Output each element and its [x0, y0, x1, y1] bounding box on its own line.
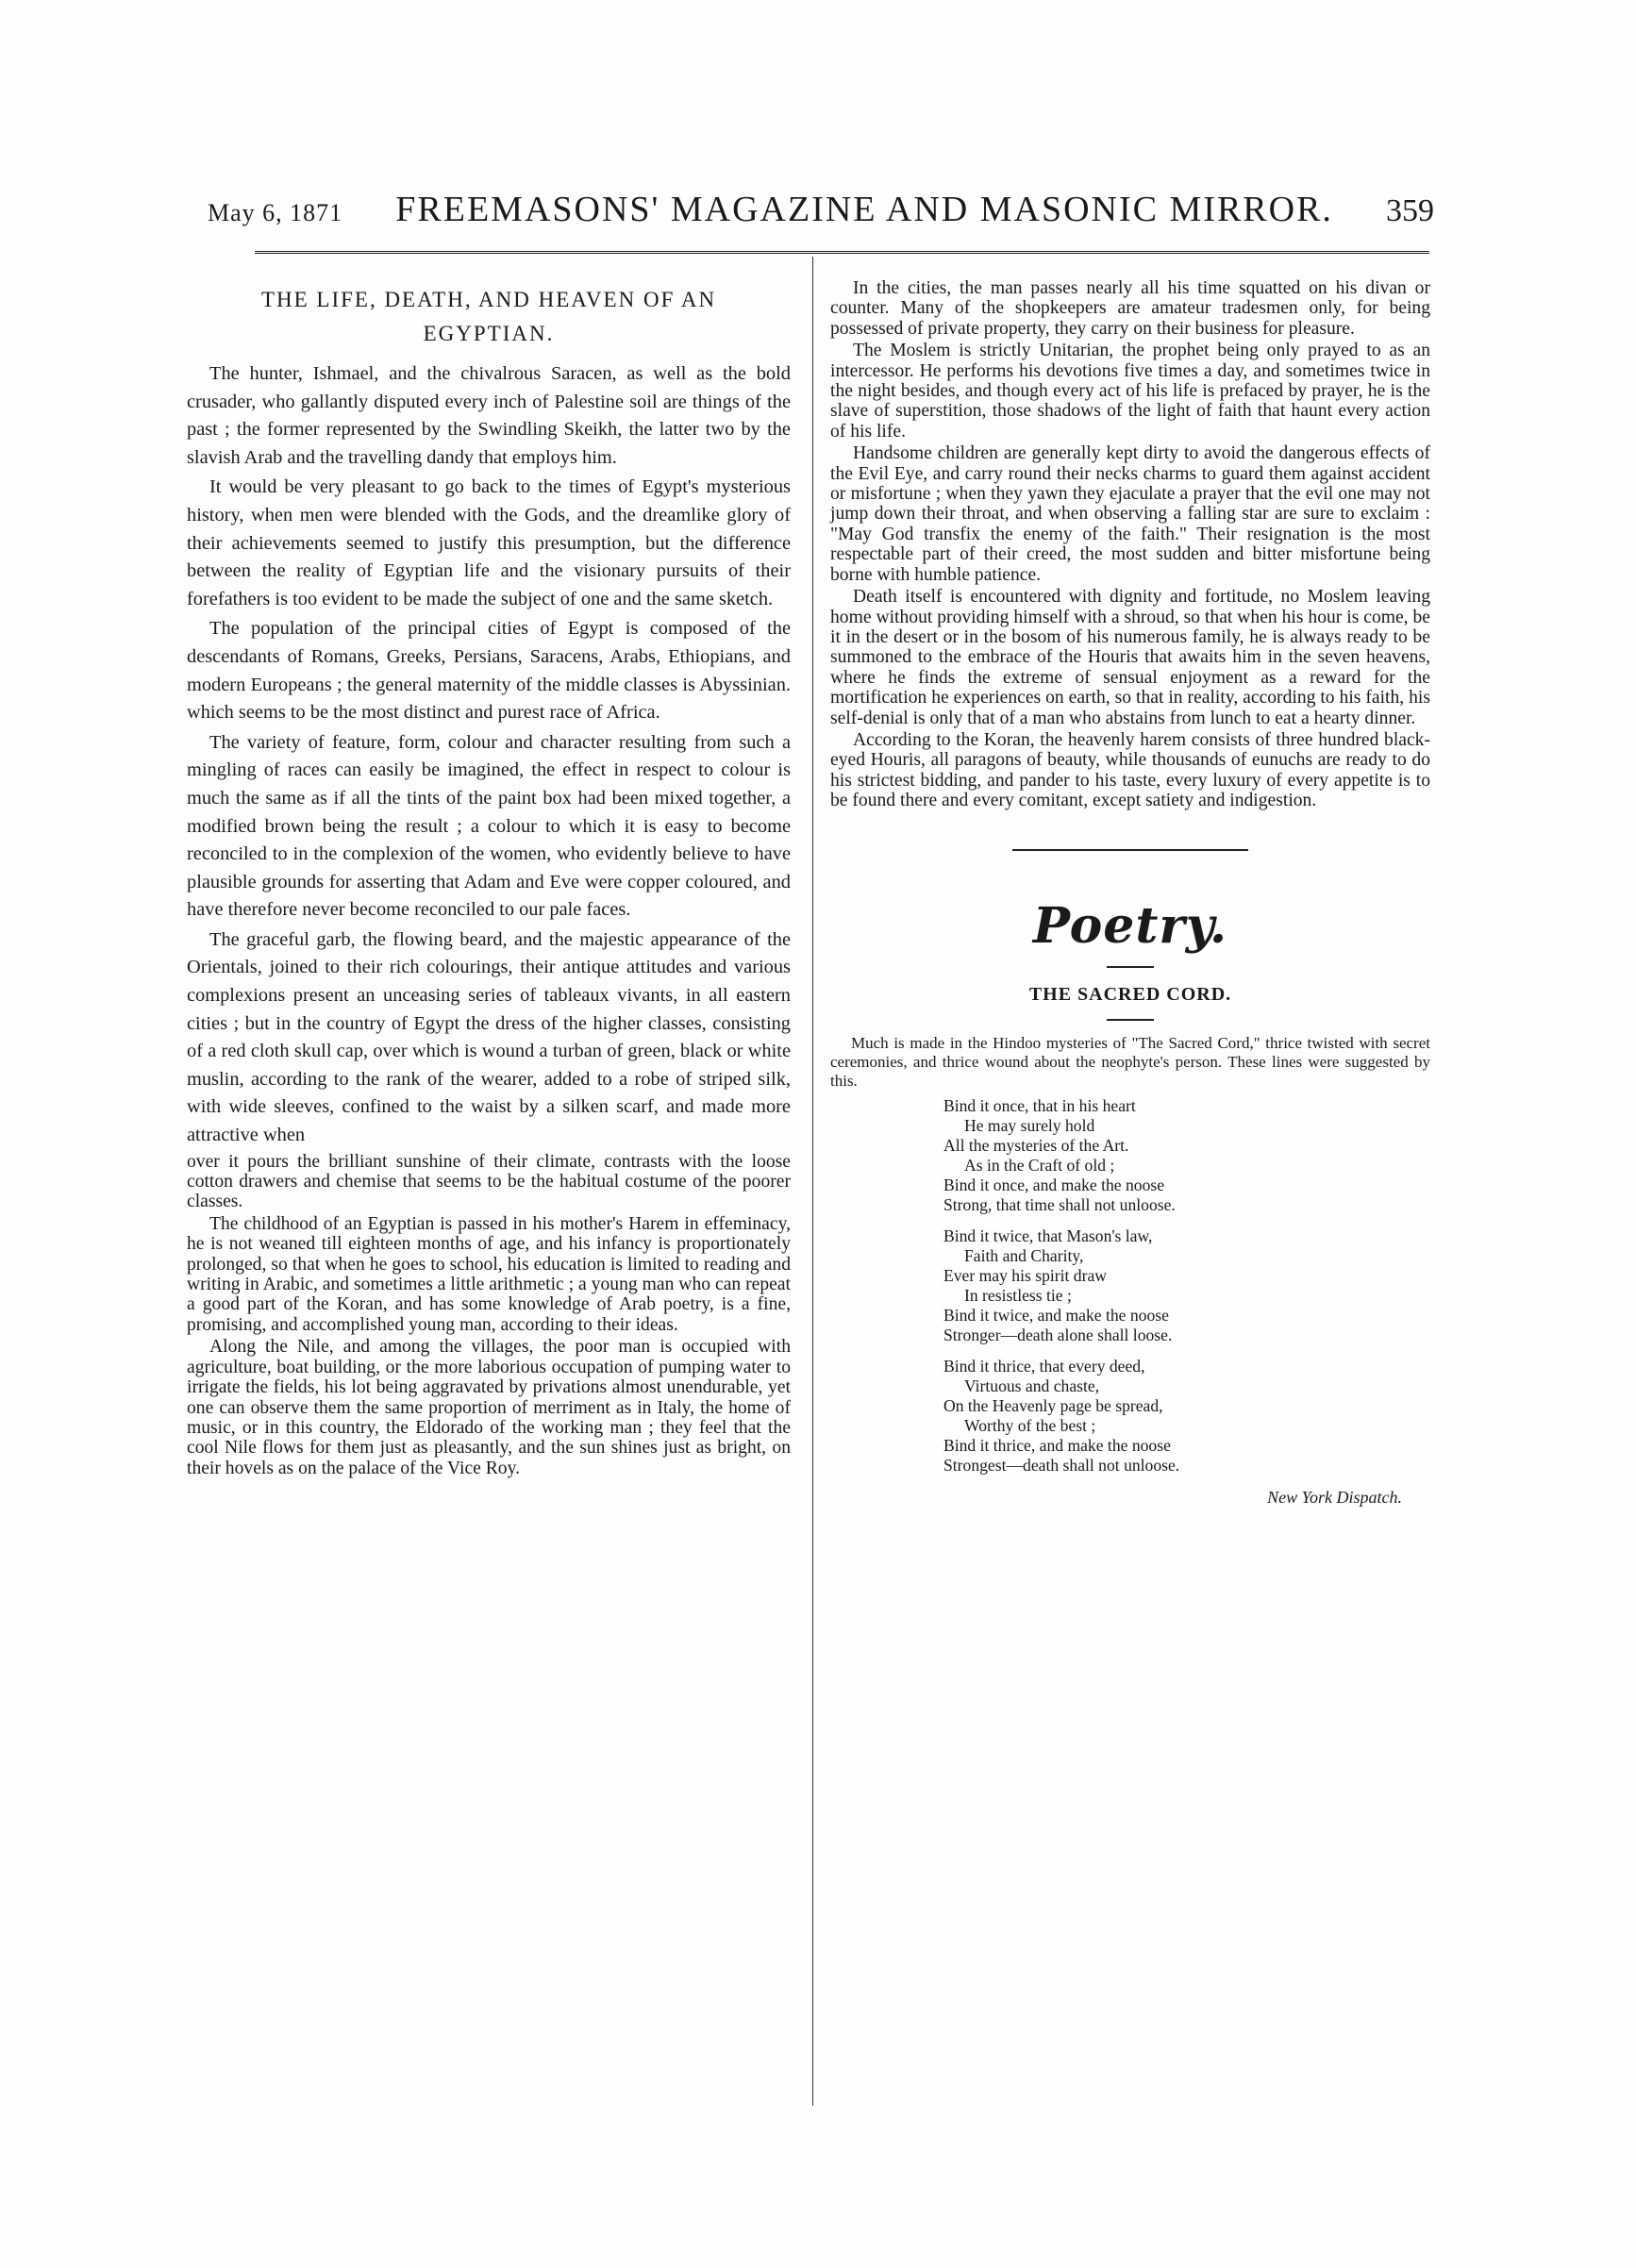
magazine-title: FREEMASONS' MAGAZINE AND MASONIC MIRROR.: [395, 190, 1333, 229]
poem-line: As in the Craft of old ;: [964, 1155, 1115, 1175]
poem-line: All the mysteries of the Art.: [943, 1135, 1129, 1155]
article-paragraph: It would be very pleasant to go back to the times of Egypt's mysterious history, when men were blended with the Gods, and the dreamlike glory of their achievements seemed to justify this presumption, but the difference between the reality of Egyptian life and the visionary pursuits of their forefathers is too evident to be made the subject of one and the same sketch.: [187, 476, 791, 609]
issue-date: May 6, 1871: [208, 199, 343, 226]
poem-stanza: [943, 1357, 1430, 1476]
article-paragraph: Along the Nile, and among the villages, the poor man is occupied with agriculture, boat building, or the more laborious occupation of pumping water to irrigate the fields, his lot being aggravated by privations almost unendurable, yet one can observe them the same proportion of merriment as in Italy, the home of music, or in this country, the Eldorado of the working man ; they feel that the cool Nile flows for them just as pleasantly, and the sun shines just as bright, on their hovels as on the palace of the Vice Roy.: [187, 1337, 791, 1478]
article-paragraph: The childhood of an Egyptian is passed in his mother's Harem in effeminacy, he is not weaned till eighteen months of age, and his infancy is proportionately prolonged, so that when he goes to school, his education is limited to reading and writing in Arabic, and sometimes a little arithmetic ; a young man who can repeat a good part of the Koran, and has some knowledge of Arab poetry, is a fine, promising, and accomplished young man, according to their ideas.: [187, 1213, 791, 1335]
header-rule: [255, 251, 1429, 254]
poem-line: Worthy of the best ;: [964, 1415, 1096, 1435]
article-paragraph: Death itself is encountered with dignity and fortitude, no Moslem leaving home without providing himself with a shroud, so that when his hour is come, be it in the desert or in the bosom of his numerous family, he is always ready to be summoned to the embrace of the Houris that awaits him in the seven heavens, where he finds the extreme of sensual enjoyment as a reward for the mortification he experiences on earth, so that in reality, according to his faith, his self-denial is only that of a man who abstains from lunch to eat a hearty dinner.: [830, 587, 1430, 728]
poem-line: In resistless tie ;: [964, 1285, 1072, 1305]
poem-line: Bind it twice, and make the noose: [943, 1305, 1169, 1325]
article-paragraph: The population of the principal cities of Egypt is composed of the descendants of Romans, Greeks, Persians, Saracens, Arabs, Ethiopians, and modern Europeans ; the general maternity of the middle classes is Abyssinian. which seems to be the most distinct and purest race of Africa.: [187, 618, 791, 724]
poem-line: Bind it thrice, and make the noose: [943, 1435, 1171, 1455]
poem-line: Bind it once, and make the noose: [943, 1175, 1165, 1194]
left-column: [187, 283, 791, 1480]
article-title: THE LIFE, DEATH, AND HEAVEN OF AN EGYPTIAN.: [260, 288, 717, 345]
poem-attribution: New York Dispatch.: [1267, 1487, 1402, 1507]
poem-line: Virtuous and chaste,: [964, 1376, 1100, 1395]
poetry-heading: Poetry.: [1032, 896, 1228, 955]
section-divider: [1012, 849, 1248, 851]
poem-stanza: [943, 1226, 1430, 1345]
poem-line: Strong, that time shall not unloose.: [943, 1194, 1176, 1214]
article-paragraph-continued: over it pours the brilliant sunshine of their climate, contrasts with the loose cotton drawers and chemise that seems to be the habitual costume of the poorer classes.: [187, 1151, 791, 1212]
poem-stanza: [943, 1096, 1430, 1215]
article-paragraph: The hunter, Ishmael, and the chivalrous Saracen, as well as the bold crusader, who gallantly disputed every inch of Palestine soil are things of the past ; the former represented by the Swindling Skeikh, the latter two by the slavish Arab and the travelling dandy that employs him.: [187, 363, 791, 468]
poem-line: Bind it once, that in his heart: [943, 1095, 1136, 1115]
poem-line: Ever may his spirit draw: [943, 1265, 1107, 1285]
article-paragraph: The variety of feature, form, colour and character resulting from such a mingling of races can easily be imagined, the effect in respect to colour is much the same as if all the tints of the paint box had been mixed together, a modified brown being the result ; a colour to which it is easy to become reconciled to in the complexion of the women, who evidently believe to have plausible grounds for asserting that Adam and Eve were copper coloured, and have therefore never become reconciled to our pale faces.: [187, 731, 791, 921]
page-header: [208, 189, 1434, 245]
column-divider: [812, 257, 813, 2106]
poem-line: Stronger—death alone shall loose.: [943, 1325, 1173, 1344]
poem-line: Bind it thrice, that every deed,: [943, 1356, 1145, 1376]
short-rule: [1107, 1019, 1154, 1021]
short-rule: [1107, 966, 1154, 968]
article-paragraph: The graceful garb, the flowing beard, and the majestic appearance of the Orientals, joined to their rich colourings, their antique attitudes and various complexions present an unceasing series of tableaux vivants, in all eastern cities ; but in the country of Egypt the dress of the higher classes, consisting of a red cloth skull cap, over which is wound a turban of green, black or white muslin, according to the rank of the wearer, added to a robe of striped silk, with wide sleeves, confined to the waist by a silken scarf, and made more attractive when: [187, 928, 791, 1146]
article-paragraph: Handsome children are generally kept dirty to avoid the dangerous effects of the Evil Eye, and carry round their necks charms to guard them against accident or misfortune ; when they yawn they ejaculate a prayer that the evil one may not jump down their throat, and when observing a falling star are sure to exclaim : "May God transfix the enemy of the faith." Their resignation is the most respectable part of their creed, the most sudden and bitter misfortune being borne with humble patience.: [830, 443, 1430, 585]
right-column: [830, 278, 1430, 1508]
page-number: 359: [1386, 193, 1434, 228]
poem-line: Faith and Charity,: [964, 1245, 1084, 1265]
article-paragraph: According to the Koran, the heavenly harem consists of three hundred black-eyed Houris, all paragons of beauty, while thousands of eunuchs are ready to do his strictest bidding, and pander to his taste, every luxury of every appetite is to be found there and every comitant, except satiety and indigestion.: [830, 729, 1430, 811]
article-paragraph: In the cities, the man passes nearly all his time squatted on his divan or counter. Many of the shopkeepers are amateur tradesmen only, for being possessed of private property, they carry on their business for pleasure.: [830, 278, 1430, 339]
poem-title: THE SACRED CORD.: [1028, 983, 1232, 1005]
poem-line: He may surely hold: [964, 1115, 1095, 1135]
poem-line: Bind it twice, that Mason's law,: [943, 1226, 1153, 1245]
poem-line: On the Heavenly page be spread,: [943, 1395, 1163, 1415]
poem-intro: Much is made in the Hindoo mysteries of "The Sacred Cord," thrice twisted with secret ceremonies, and thrice wound about the neophyte's person. These lines were suggested by this.: [830, 1033, 1430, 1090]
article-paragraph: The Moslem is strictly Unitarian, the prophet being only prayed to as an intercessor. He performs his devotions five times a day, and sometimes twice in the night besides, and though every act of his life is prefaced by prayer, he is the slave of superstition, those shadows of the light of faith that haunt every action of his life.: [830, 341, 1430, 442]
poem-line: Strongest—death shall not unloose.: [943, 1455, 1180, 1475]
